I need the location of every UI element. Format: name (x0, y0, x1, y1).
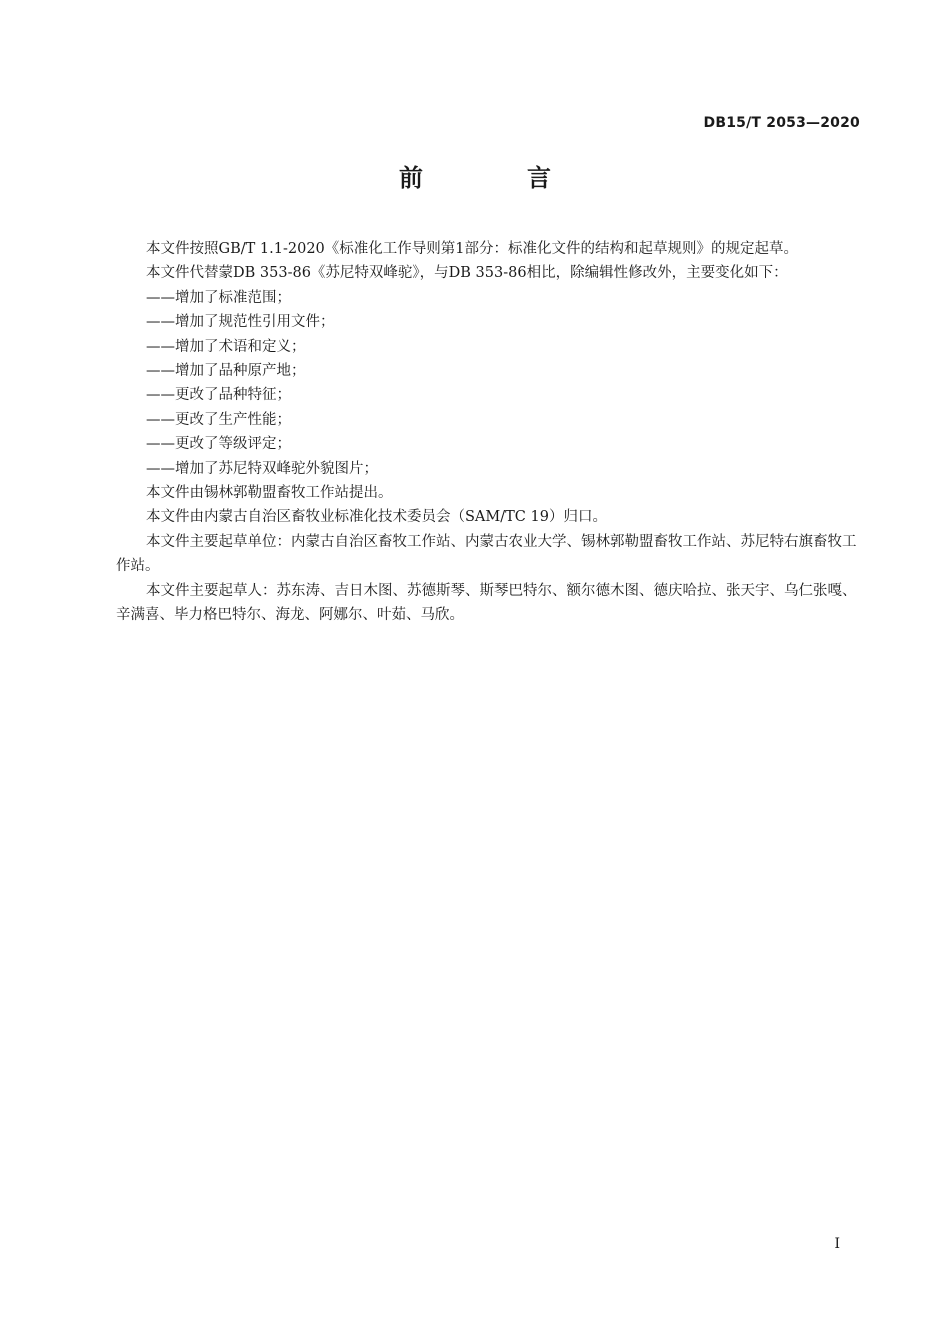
change-item: ——增加了苏尼特双峰驼外貌图片； (146, 460, 378, 477)
change-item: ——更改了等级评定； (146, 436, 291, 453)
paragraph-drafting-units: 本文件主要起草单位：内蒙古自治区畜牧工作站、内蒙古农业大学、锡林郭勒盟畜牧工作站、苏尼特右旗畜牧工作站。 (116, 533, 857, 575)
page-title: 前 言 (399, 164, 591, 192)
paragraph-drafting-rules: 本文件按照GB/T 1.1-2020《标准化工作导则第1部分：标准化文件的结构和起草规则》的规定起草。 (146, 241, 798, 257)
foreword-body (116, 237, 860, 628)
paragraph-drafters: 本文件主要起草人：苏东涛、吉日木图、苏德斯琴、斯琴巴特尔、额尔德木图、德庆哈拉、张天宇、乌仁张嘎、辛满喜、毕力格巴特尔、海龙、阿娜尔、叶茹、马欣。 (116, 582, 857, 624)
paragraph-proposer: 本文件由锡林郭勒盟畜牧工作站提出。 (146, 485, 393, 502)
paragraph-replacement: 本文件代替蒙DB 353-86《苏尼特双峰驼》，与DB 353-86相比，除编辑性修改外，主要变化如下： (146, 265, 788, 282)
document-code: DB15/T 2053—2020 (703, 115, 860, 131)
page-number: I (834, 1236, 840, 1252)
change-item: ——更改了品种特征； (146, 387, 291, 404)
change-item: ——增加了规范性引用文件； (146, 314, 335, 331)
change-item: ——增加了品种原产地； (146, 363, 306, 380)
paragraph-centralized: 本文件由内蒙古自治区畜牧业标准化技术委员会（SAM/TC 19）归口。 (146, 509, 607, 526)
change-item: ——增加了标准范围； (146, 289, 291, 306)
change-item: ——增加了术语和定义； (146, 338, 306, 355)
change-item: ——更改了生产性能； (146, 411, 291, 428)
